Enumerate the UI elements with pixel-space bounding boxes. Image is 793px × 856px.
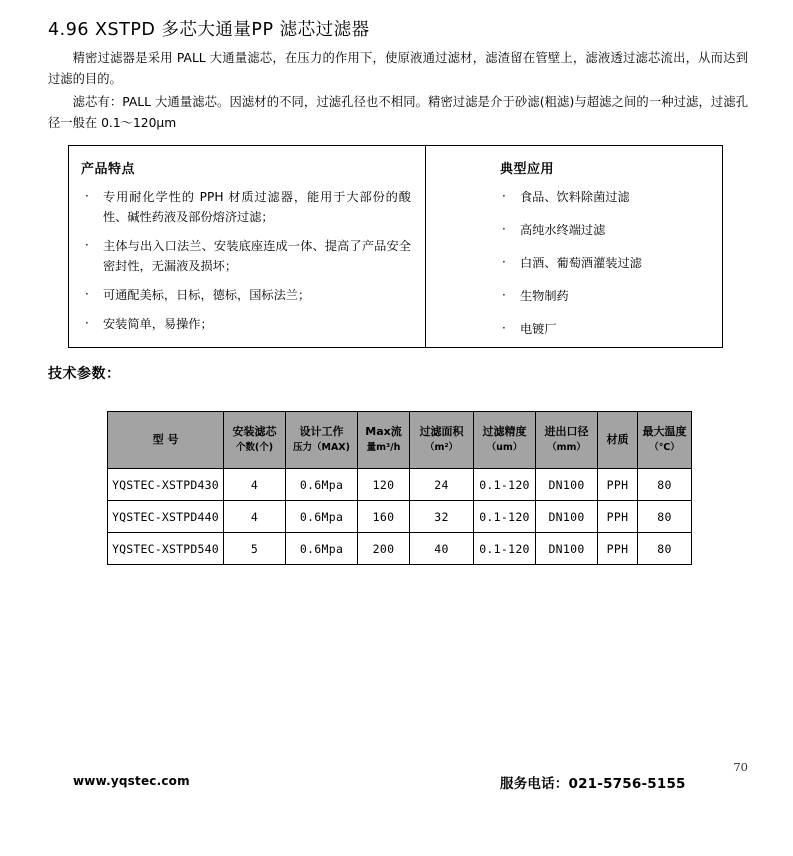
cell-cartridge-count: 4	[224, 469, 286, 501]
column-header-material: 材质	[598, 412, 638, 469]
cell-model: YQSTEC-XSTPD440	[108, 501, 224, 533]
product-features-list	[81, 187, 411, 334]
cell-max-temp: 80	[638, 469, 692, 501]
list-item	[81, 285, 411, 305]
cell-material: PPH	[598, 469, 638, 501]
list-item-text: 白酒、葡萄酒灌装过滤	[520, 256, 642, 270]
cell-design-pressure: 0.6Mpa	[286, 469, 358, 501]
list-item	[498, 286, 708, 306]
intro-paragraphs	[48, 48, 748, 136]
intro-paragraph-1: 精密过滤器是采用 PALL 大通量滤芯，在压力的作用下，使原液通过滤材，滤渣留在管壁上，滤液透过滤芯流出，从而达到过滤的目的。	[48, 51, 748, 86]
bullet-icon: ·	[502, 255, 506, 269]
list-item	[498, 253, 708, 273]
column-header-model: 型 号	[108, 412, 224, 469]
cell-max-flow: 120	[358, 469, 410, 501]
list-item-text: 高纯水终端过滤	[520, 223, 606, 237]
table-row	[108, 501, 692, 533]
column-header-filter-area: 过滤面积 （m²）	[410, 412, 474, 469]
spec-table	[107, 411, 692, 565]
list-item	[498, 187, 708, 207]
cell-accuracy: 0.1-120	[474, 469, 536, 501]
list-item	[81, 236, 411, 276]
cell-cartridge-count: 4	[224, 501, 286, 533]
cell-accuracy: 0.1-120	[474, 501, 536, 533]
typical-applications-list	[498, 187, 708, 339]
bullet-icon: ·	[85, 287, 89, 301]
intro-paragraph-2: 滤芯有：PALL 大通量滤芯。因滤材的不同，过滤孔径也不相同。精密过滤是介于砂滤(粗滤)与超滤之间的一种过滤，过滤孔径一般在 0.1～120μm	[48, 95, 748, 130]
cell-accuracy: 0.1-120	[474, 533, 536, 565]
cell-design-pressure: 0.6Mpa	[286, 533, 358, 565]
typical-applications-column	[426, 146, 722, 347]
bullet-icon: ·	[85, 238, 89, 252]
list-item-text: 生物制药	[520, 289, 569, 303]
cell-material: PPH	[598, 501, 638, 533]
table-header-row	[108, 412, 692, 469]
list-item	[498, 220, 708, 240]
cell-max-flow: 160	[358, 501, 410, 533]
bullet-icon: ·	[502, 222, 506, 236]
column-header-port-size: 进出口径 （mm）	[536, 412, 598, 469]
cell-model: YQSTEC-XSTPD430	[108, 469, 224, 501]
cell-design-pressure: 0.6Mpa	[286, 501, 358, 533]
column-header-max-flow: Max流 量m³/h	[358, 412, 410, 469]
cell-max-temp: 80	[638, 501, 692, 533]
footer-service-phone: 服务电话：021-5756-5155	[500, 776, 686, 792]
product-features-column	[69, 146, 426, 347]
cell-port-size: DN100	[536, 469, 598, 501]
bullet-icon: ·	[502, 189, 506, 203]
list-item	[498, 319, 708, 339]
cell-port-size: DN100	[536, 501, 598, 533]
cell-port-size: DN100	[536, 533, 598, 565]
bullet-icon: ·	[85, 316, 89, 330]
cell-filter-area: 24	[410, 469, 474, 501]
list-item-text: 可通配美标，日标，德标，国标法兰；	[103, 288, 311, 302]
cell-model: YQSTEC-XSTPD540	[108, 533, 224, 565]
column-header-max-temp: 最大温度 （℃）	[638, 412, 692, 469]
list-item	[81, 314, 411, 334]
page-title: 4.96 XSTPD 多芯大通量PP 滤芯过滤器	[48, 20, 370, 40]
bullet-icon: ·	[85, 189, 89, 203]
list-item-text: 电镀厂	[520, 322, 557, 336]
cell-filter-area: 40	[410, 533, 474, 565]
bullet-icon: ·	[502, 321, 506, 335]
list-item-text: 主体与出入口法兰、安装底座连成一体、提高了产品安全密封性，无漏液及损坏；	[103, 239, 411, 273]
cell-max-flow: 200	[358, 533, 410, 565]
list-item	[81, 187, 411, 227]
cell-max-temp: 80	[638, 533, 692, 565]
column-header-design-pressure: 设计工作 压力（MAX)	[286, 412, 358, 469]
bullet-icon: ·	[502, 288, 506, 302]
column-header-accuracy: 过滤精度 （um）	[474, 412, 536, 469]
footer-website[interactable]: www.yqstec.com	[73, 774, 190, 788]
cell-material: PPH	[598, 533, 638, 565]
info-panel	[68, 145, 723, 348]
column-header-cartridge-count: 安装滤芯 个数(个)	[224, 412, 286, 469]
list-item-text: 食品、饮料除菌过滤	[520, 190, 630, 204]
product-features-heading: 产品特点	[81, 162, 136, 177]
cell-cartridge-count: 5	[224, 533, 286, 565]
table-row	[108, 469, 692, 501]
spec-table-container	[107, 411, 687, 565]
spec-section-heading: 技术参数：	[48, 366, 121, 382]
cell-filter-area: 32	[410, 501, 474, 533]
list-item-text: 专用耐化学性的 PPH 材质过滤器，能用于大部份的酸性、碱性药液及部份熔济过滤；	[103, 190, 411, 224]
page-number: 70	[733, 760, 748, 774]
typical-applications-heading: 典型应用	[500, 162, 555, 177]
table-row	[108, 533, 692, 565]
list-item-text: 安装简单，易操作；	[103, 317, 213, 331]
